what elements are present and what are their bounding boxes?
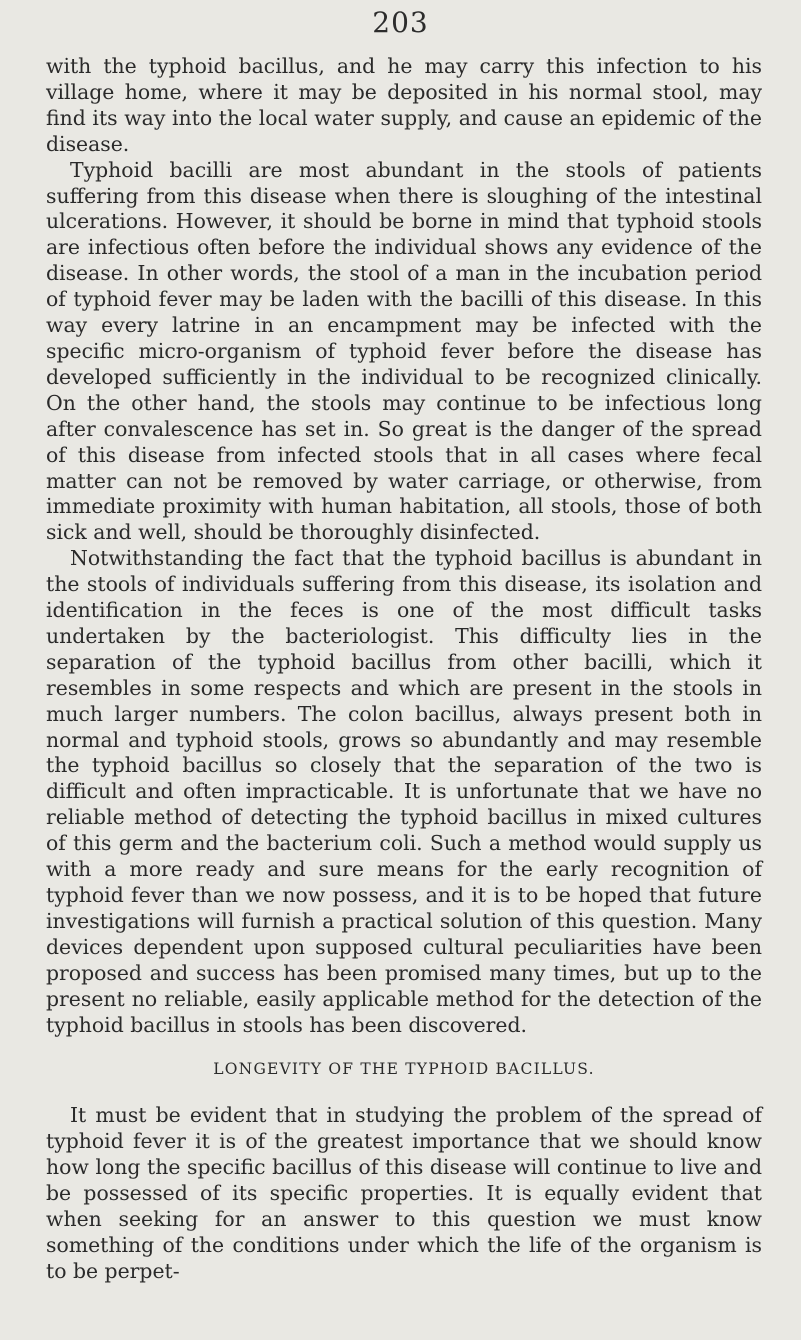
paragraph-isolation-difficulty: Notwithstanding the fact that the typhoid bacillus is abundant in the stools of individuals suffering from this disease, its isolation and identification in the feces is one of the most difficult tasks undertaken by the bacteriologist. This difficulty lies in the separation of the typhoid bacillus from other bacilli, which it resembles in some respects and which are present in the stools in much larger numbers. The colon bacillus, always present both in normal and typhoid stools, grows so abundantly and may resemble the typhoid bacillus so closely that the separation of the two is difficult and often impracticable. It is unfortunate that we have no reliable method of detecting the typhoid bacillus in mixed cultures of this germ and the bacterium coli. Such a method would supply us with a more ready and sure means for the early recognition of typhoid fever than we now possess, and it is to be hoped that future investigations will furnish a practical solution of this question. Many devices dependent upon supposed cultural peculiarities have been proposed and success has been promised many times, but up to the present no reliable, easily applicable method for the detection of the typhoid bacillus in stools has been discovered. bbox=[46, 546, 762, 1037]
section-heading: LONGEVITY OF THE TYPHOID BACILLUS. bbox=[213, 1060, 595, 1079]
body-text bbox=[46, 54, 762, 1285]
page-number: 203 bbox=[372, 6, 429, 39]
paragraph-typhoid-stools: Typhoid bacilli are most abundant in the stools of patients suffering from this disease when there is sloughing of the intestinal ulcerations. However, it should be borne in mind that typhoid stools are infectious often before the individual shows any evidence of the disease. In other words, the stool of a man in the incubation period of typhoid fever may be laden with the bacilli of this disease. In this way every latrine in an encampment may be infected with the specific micro-organism of typhoid fever before the disease has developed sufficiently in the individual to be recognized clinically. On the other hand, the stools may continue to be infectious long after convalescence has set in. So great is the danger of the spread of this disease from infected stools that in all cases where fecal matter can not be removed by water carriage, or otherwise, from immediate proximity with human habitation, all stools, those of both sick and well, should be thoroughly disinfected. bbox=[46, 157, 762, 545]
paragraph-longevity: It must be evident that in studying the problem of the spread of typhoid fever it is of the greatest importance that we should know how long the specific bacillus of this disease will continue to live and be possessed of its specific properties. It is equally evident that when seeking for an answer to this question we must know something of the conditions under which the life of the organism is to be perpet- bbox=[46, 1103, 762, 1283]
paragraph-continued: with the typhoid bacillus, and he may carry this infection to his village home, where it may be deposited in his normal stool, may find its way into the local water supply, and cause an epidemic of the disease. bbox=[46, 54, 762, 156]
